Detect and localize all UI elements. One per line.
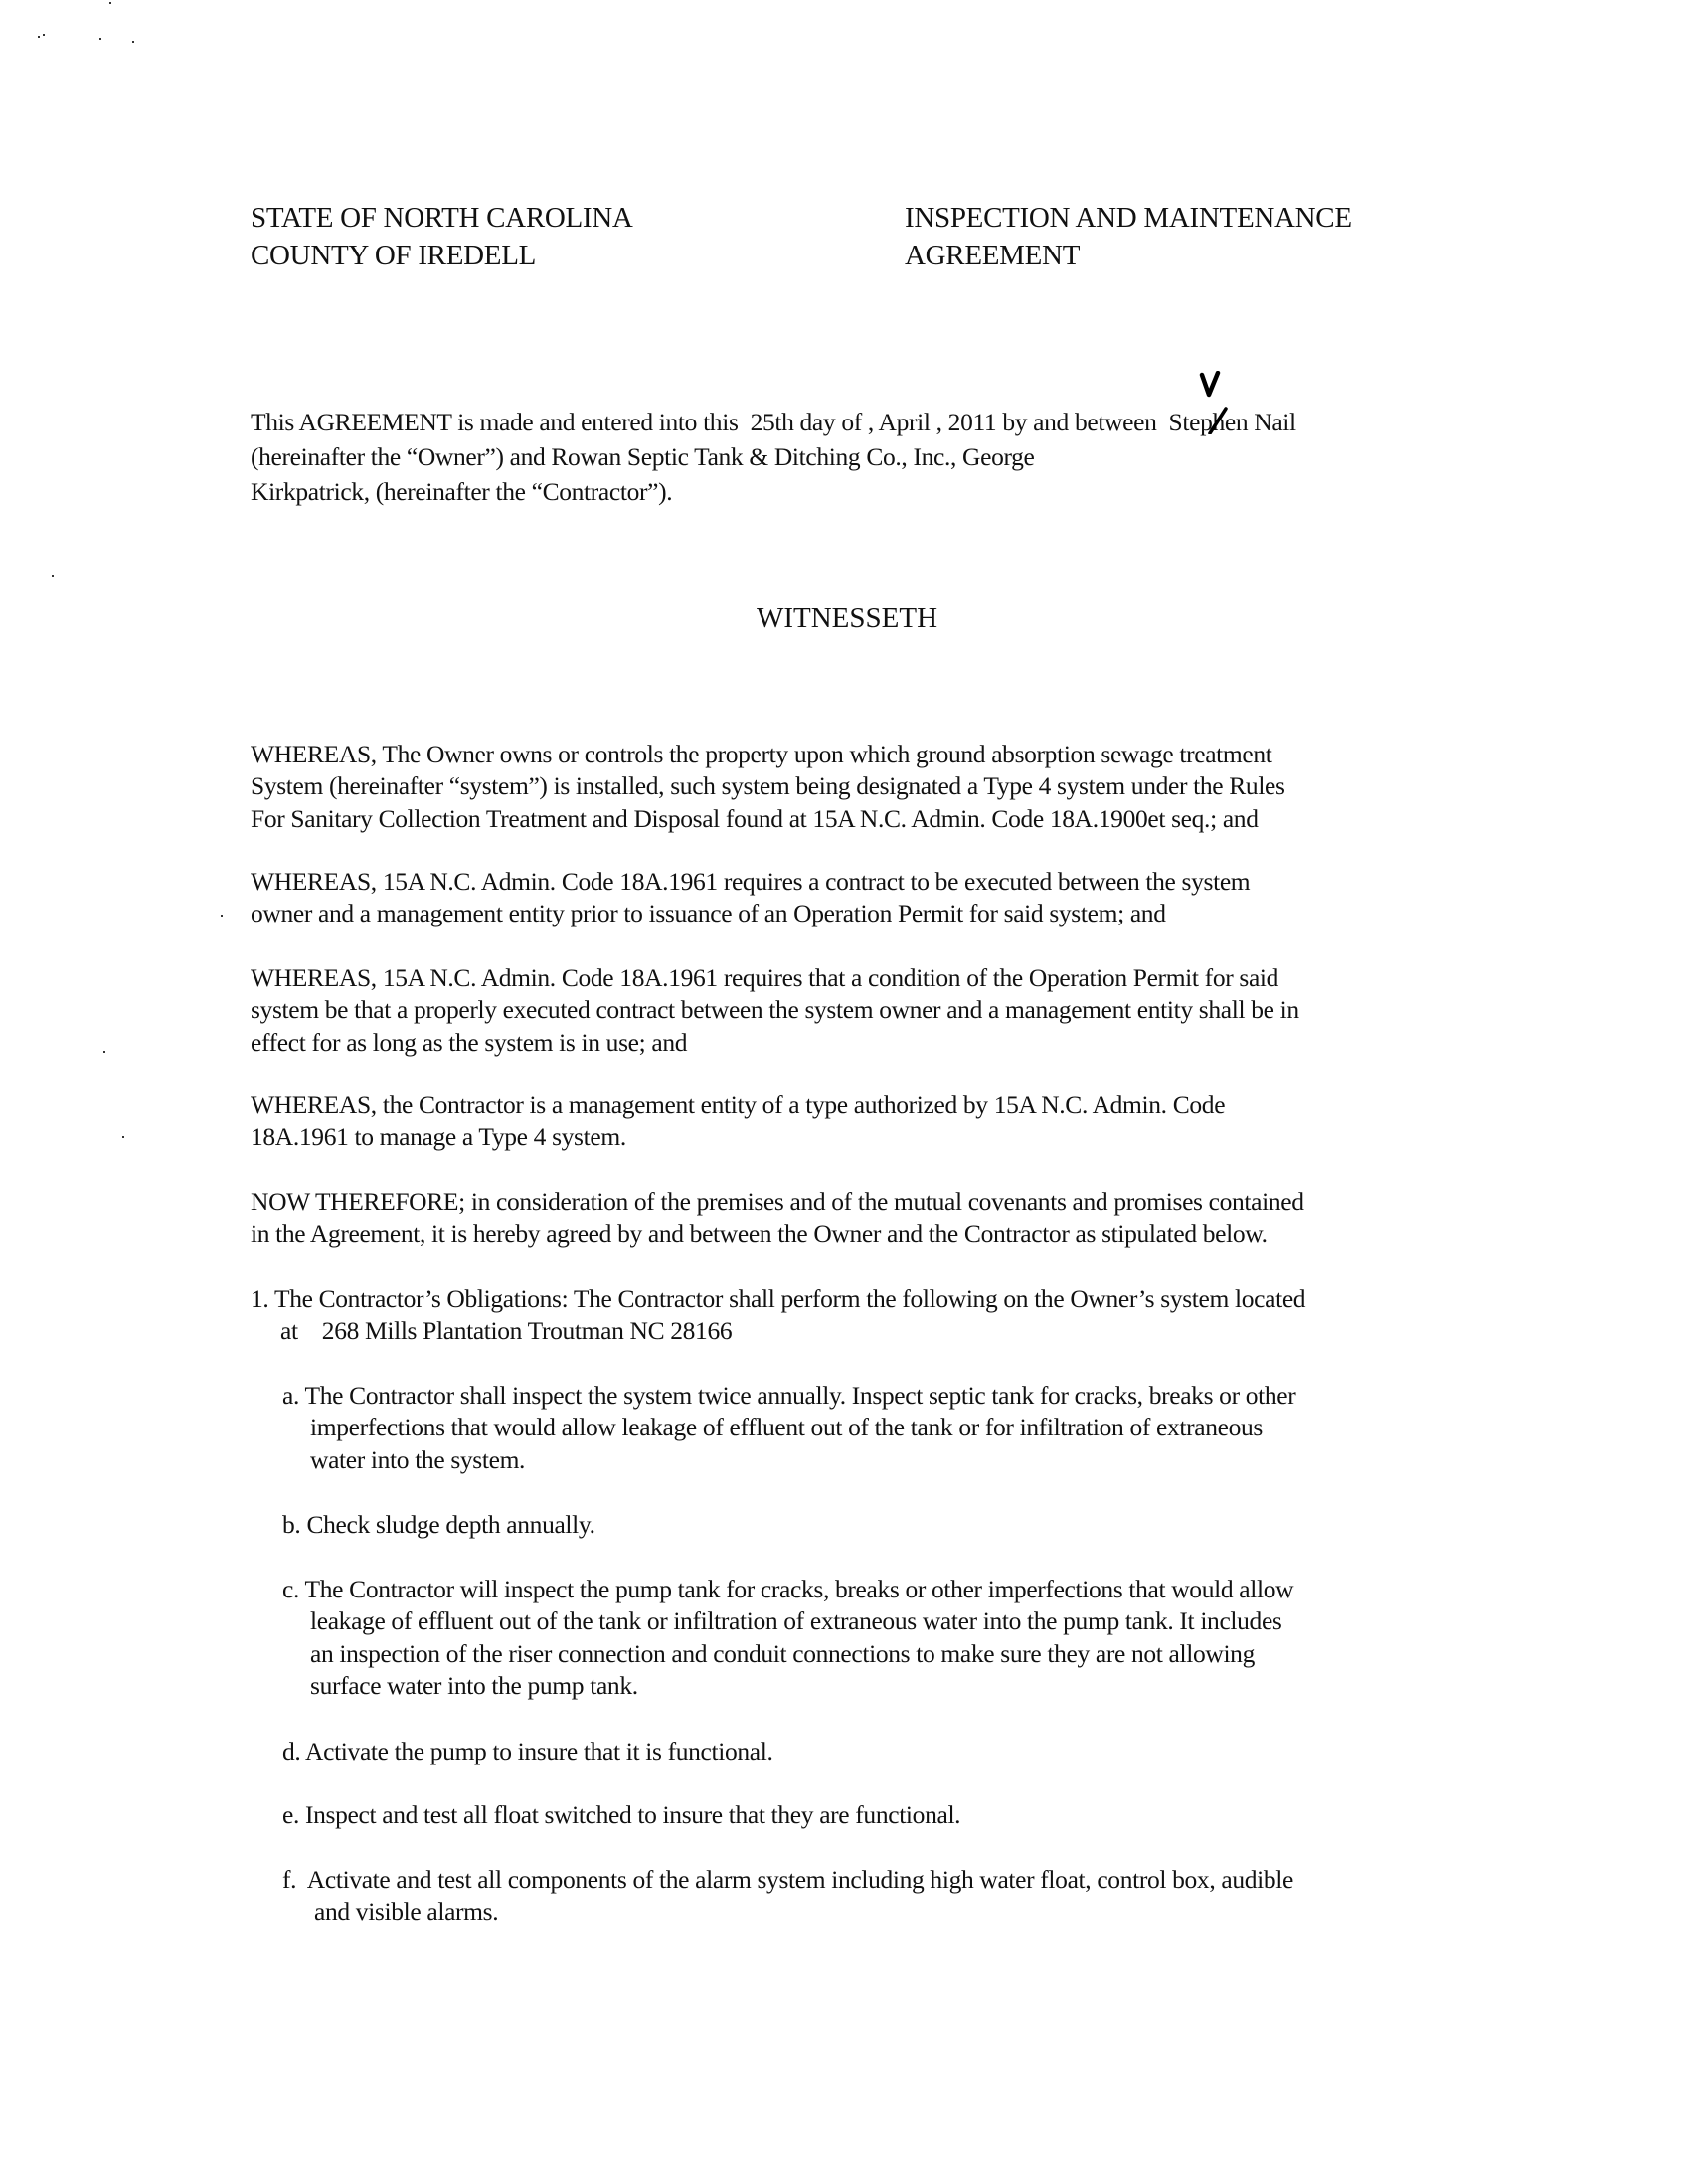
owner-name xyxy=(1169,405,1249,439)
item-line: e. Inspect and test all float switched to insure that they are functional. xyxy=(282,1800,961,1829)
item-line: b. Check sludge depth annually. xyxy=(282,1510,595,1539)
clause-line: WHEREAS, The Owner owns or controls the property upon which ground absorption sewage treatment xyxy=(251,740,1272,768)
item-line: imperfections that would allow leakage of effluent out of the tank or for infiltration of extraneous xyxy=(310,1413,1264,1442)
clause-line: System (hereinafter “system”) is installed, such system being designated a Type 4 system under the Rules xyxy=(251,771,1285,801)
item-line: leakage of effluent out of the tank or infiltration of extraneous water into the pump tank. It includes xyxy=(310,1606,1282,1636)
whereas-clause xyxy=(251,1090,1463,1154)
owner-last-name: Nail xyxy=(1248,408,1296,436)
obligation-item-d xyxy=(282,1736,1465,1767)
handwritten-check-mark-icon xyxy=(1199,371,1221,399)
item-line: surface water into the pump tank. xyxy=(310,1670,638,1700)
item-line: f. Activate and test all components of the alarm system including high water float, control box, audible xyxy=(282,1865,1293,1894)
clause-line: owner and a management entity prior to issuance of an Operation Permit for said system; and xyxy=(251,899,1166,928)
scan-artifact xyxy=(38,36,40,38)
agreement-intro-paragraph xyxy=(251,405,1463,509)
scan-artifact xyxy=(122,1136,124,1138)
item-line: an inspection of the riser connection and conduit connections to make sure they are not allowing xyxy=(310,1638,1255,1668)
intro-line-1 xyxy=(251,405,1463,439)
clause-line: WHEREAS, the Contractor is a management entity of a type authorized by 15A N.C. Admin. Code xyxy=(251,1091,1226,1119)
item-line: d. Activate the pump to insure that it is functional. xyxy=(282,1737,773,1765)
title-line-2: AGREEMENT xyxy=(905,240,1081,271)
item-line: water into the system. xyxy=(310,1444,526,1474)
header-jurisdiction xyxy=(251,199,633,274)
system-location: at 268 Mills Plantation Troutman NC 28166 xyxy=(280,1316,733,1346)
header-state: STATE OF NORTH CAROLINA xyxy=(251,202,633,234)
clause-line: in the Agreement, it is hereby agreed by and between the Owner and the Contractor as stipulated below. xyxy=(251,1219,1268,1249)
now-therefore-clause xyxy=(251,1186,1463,1251)
scan-artifact xyxy=(99,38,101,40)
intro-text: This AGREEMENT is made and entered into this 25th day of , April , 2011 by and between xyxy=(251,408,1169,436)
scan-artifact xyxy=(221,915,223,917)
item-line: and visible alarms. xyxy=(314,1897,499,1927)
item-line: c. The Contractor will inspect the pump tank for cracks, breaks or other imperfections that would allow xyxy=(282,1575,1294,1603)
obligation-item-b xyxy=(282,1509,1465,1541)
contractor-obligations-section xyxy=(251,1283,1463,1348)
header-county: COUNTY OF IREDELL xyxy=(251,240,537,271)
document-title xyxy=(905,199,1352,274)
clause-line: For Sanitary Collection Treatment and Disposal found at 15A N.C. Admin. Code 18A.1900et seq.; and xyxy=(251,803,1259,833)
clause-line: NOW THEREFORE; in consideration of the premises and of the mutual covenants and promises contained xyxy=(251,1187,1304,1216)
scan-artifact xyxy=(52,575,54,577)
obligations-heading: 1. The Contractor’s Obligations: The Contractor shall perform the following on the Owner’s system located xyxy=(251,1284,1306,1313)
scan-artifact xyxy=(132,41,134,43)
scan-artifact xyxy=(103,1051,105,1053)
clause-line: WHEREAS, 15A N.C. Admin. Code 18A.1961 requires a contract to be executed between the system xyxy=(251,867,1251,896)
whereas-clause xyxy=(251,739,1463,835)
scan-artifact xyxy=(43,34,45,36)
clause-line: 18A.1961 to manage a Type 4 system. xyxy=(251,1122,626,1152)
intro-line-2: (hereinafter the “Owner”) and Rowan Septic Tank & Ditching Co., Inc., George xyxy=(251,442,1035,471)
whereas-clause xyxy=(251,866,1463,930)
obligation-item-f xyxy=(282,1864,1465,1929)
handwritten-strike-icon xyxy=(1207,407,1229,434)
obligation-item-c xyxy=(282,1574,1465,1702)
scan-artifact xyxy=(109,2,111,4)
obligation-item-a xyxy=(282,1380,1465,1476)
witnesseth-heading: WITNESSETH xyxy=(756,602,938,634)
item-line: a. The Contractor shall inspect the system twice annually. Inspect septic tank for cracks, breaks or other xyxy=(282,1381,1296,1410)
clause-line: system be that a properly executed contract between the system owner and a management entity shall be in xyxy=(251,995,1299,1025)
clause-line: effect for as long as the system is in use; and xyxy=(251,1027,688,1057)
obligation-item-e xyxy=(282,1799,1465,1831)
owner-first-name: Stephen xyxy=(1168,408,1249,436)
clause-line: WHEREAS, 15A N.C. Admin. Code 18A.1961 requires that a condition of the Operation Permit for said xyxy=(251,963,1279,992)
intro-line-3: Kirkpatrick, (hereinafter the “Contractor”). xyxy=(251,477,673,506)
whereas-clause xyxy=(251,962,1463,1059)
title-line-1: INSPECTION AND MAINTENANCE xyxy=(905,202,1352,234)
